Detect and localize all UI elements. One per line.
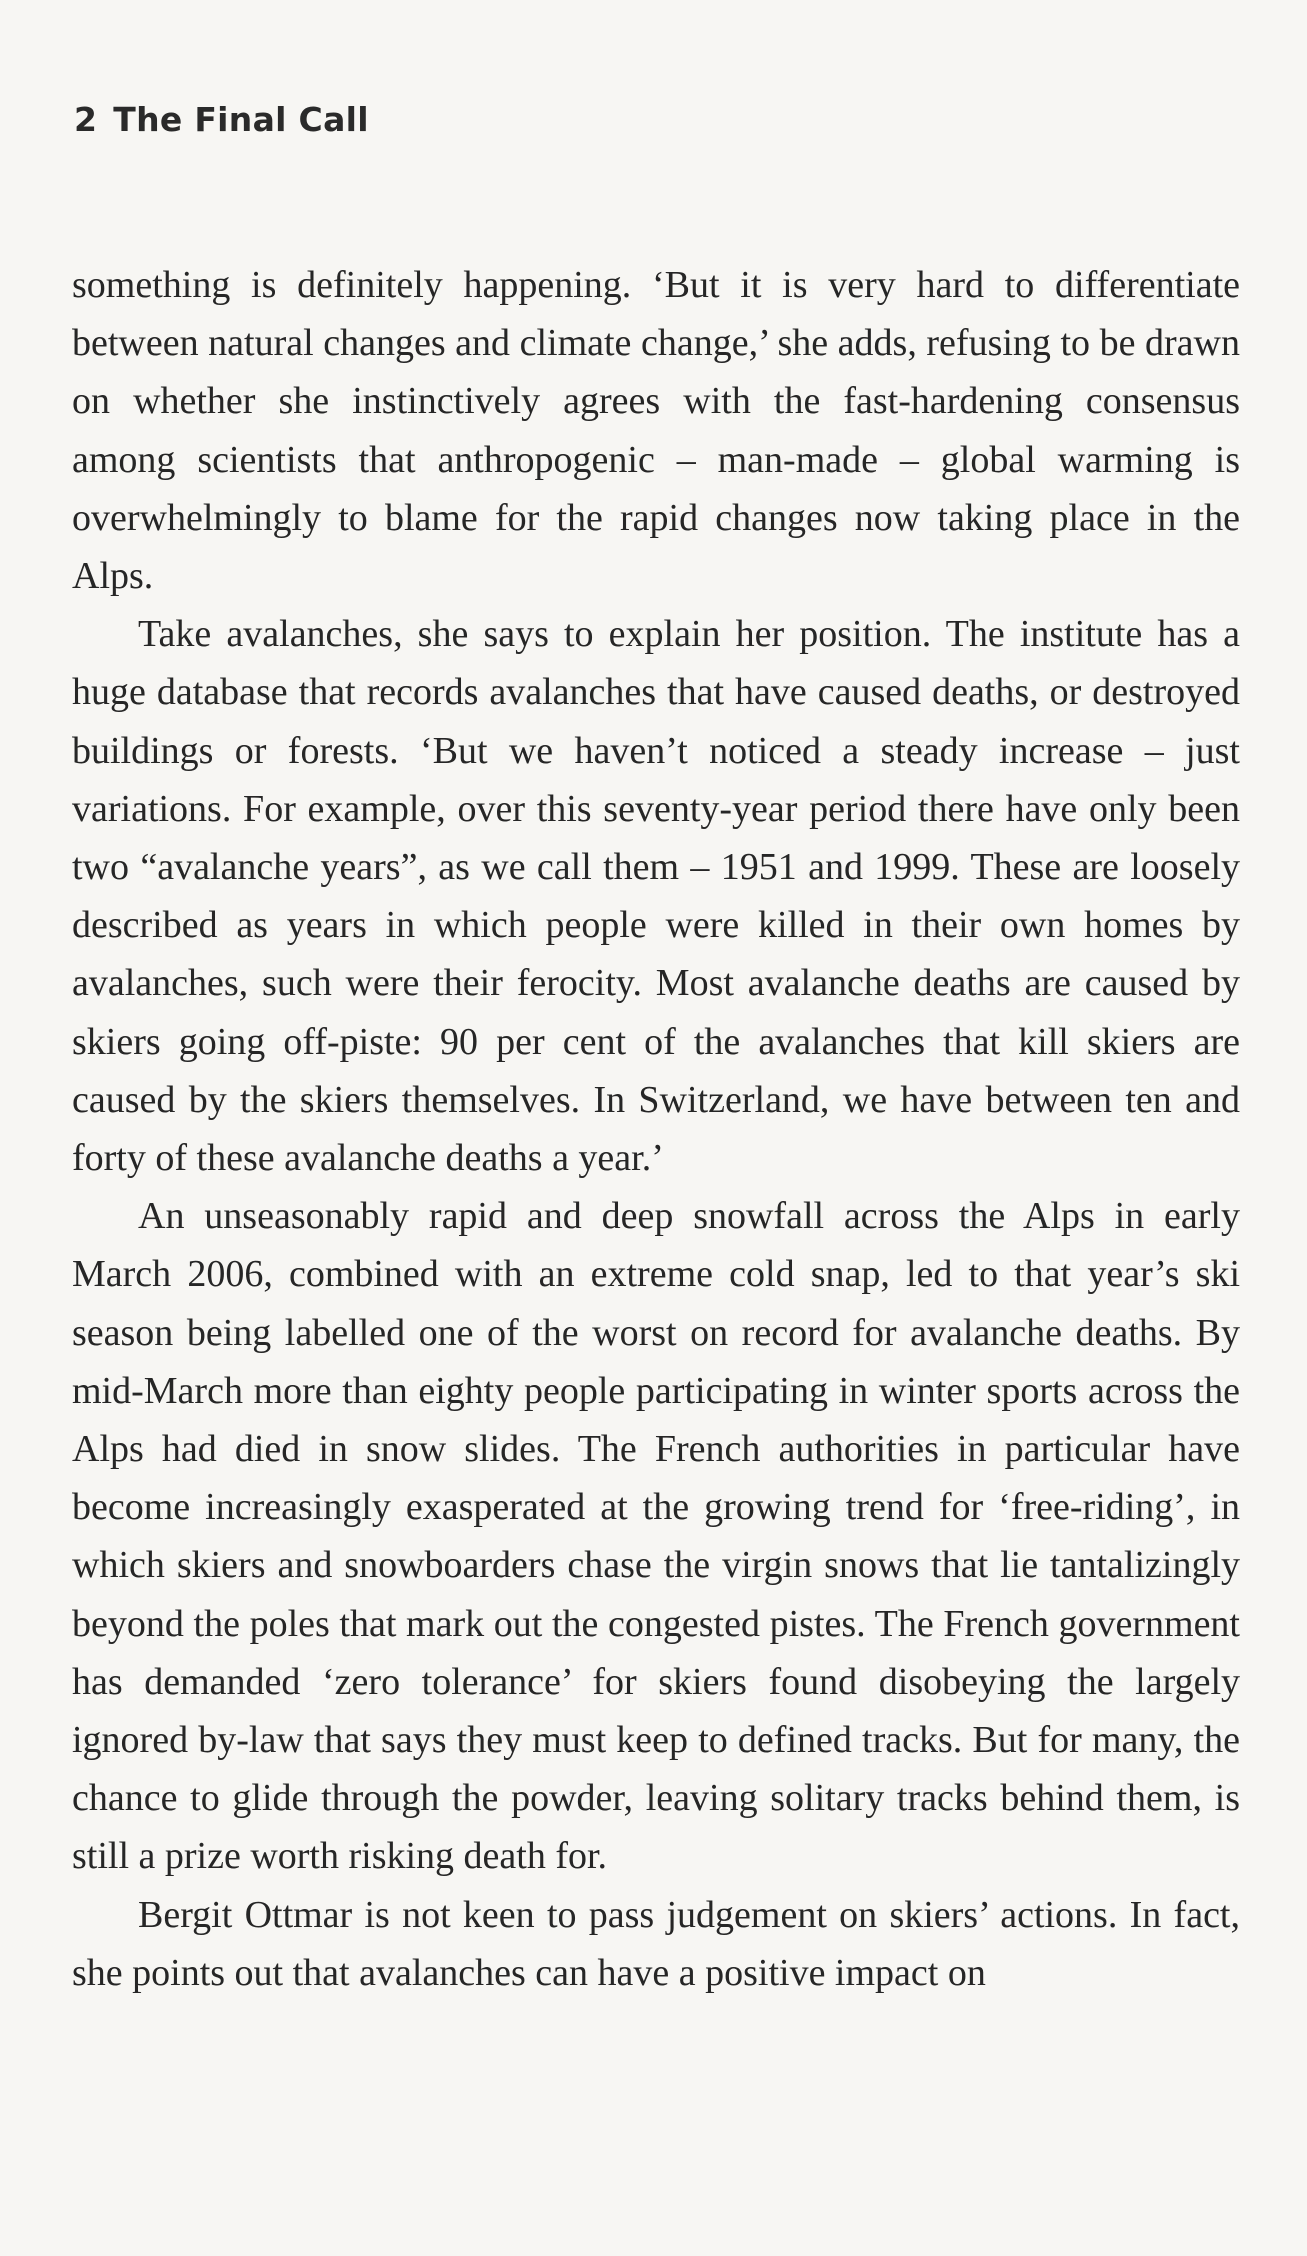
body-text bbox=[72, 256, 1240, 2002]
page-number: 2 bbox=[74, 100, 98, 139]
paragraph-1: something is definitely happening. ‘But it is very hard to differentiate between natural changes and climate change,’ she adds, refusing to be drawn on whether she instinctively agrees with the fast-hardening consensus among scientists that anthropogenic – man-made – global warming is overwhelmingly to blame for the rapid changes now taking place in the Alps. bbox=[72, 264, 1240, 598]
running-head bbox=[74, 100, 369, 139]
chapter-title: The Final Call bbox=[113, 100, 369, 139]
paragraph-3: An unseasonably rapid and deep snowfall across the Alps in early March 2006, combined with an extreme cold snap, led to that year’s ski season being labelled one of the worst on record for avalanche deaths. By mid-March more than eighty people participating in winter sports across the Alps had died in snow slides. The French authorities in particular have become increasingly exasperated at the growing trend for ‘free-riding’, in which skiers and snowboarders chase the virgin snows that lie tantalizingly beyond the poles that mark out the congested pistes. The French government has demanded ‘zero tolerance’ for skiers found disobeying the largely ignored by-law that says they must keep to defined tracks. But for many, the chance to glide through the powder, leaving solitary tracks behind them, is still a prize worth risking death for. bbox=[72, 1195, 1240, 1878]
paragraph-4: Bergit Ottmar is not keen to pass judgement on skiers’ actions. In fact, she points out that avalanches can have a positive impact on bbox=[72, 1893, 1240, 1994]
paragraph-2: Take avalanches, she says to explain her position. The institute has a huge database that records avalanches that have caused deaths, or destroyed buildings or forests. ‘But we haven’t noticed a steady increase – just variations. For example, over this seventy-year period there have only been two “avalanche years”, as we call them – 1951 and 1999. These are loosely described as years in which people were killed in their own homes by avalanches, such were their ferocity. Most avalanche deaths are caused by skiers going off-piste: 90 per cent of the avalanches that kill skiers are caused by the skiers themselves. In Switzerland, we have between ten and forty of these avalanche deaths a year.’ bbox=[72, 613, 1240, 1180]
